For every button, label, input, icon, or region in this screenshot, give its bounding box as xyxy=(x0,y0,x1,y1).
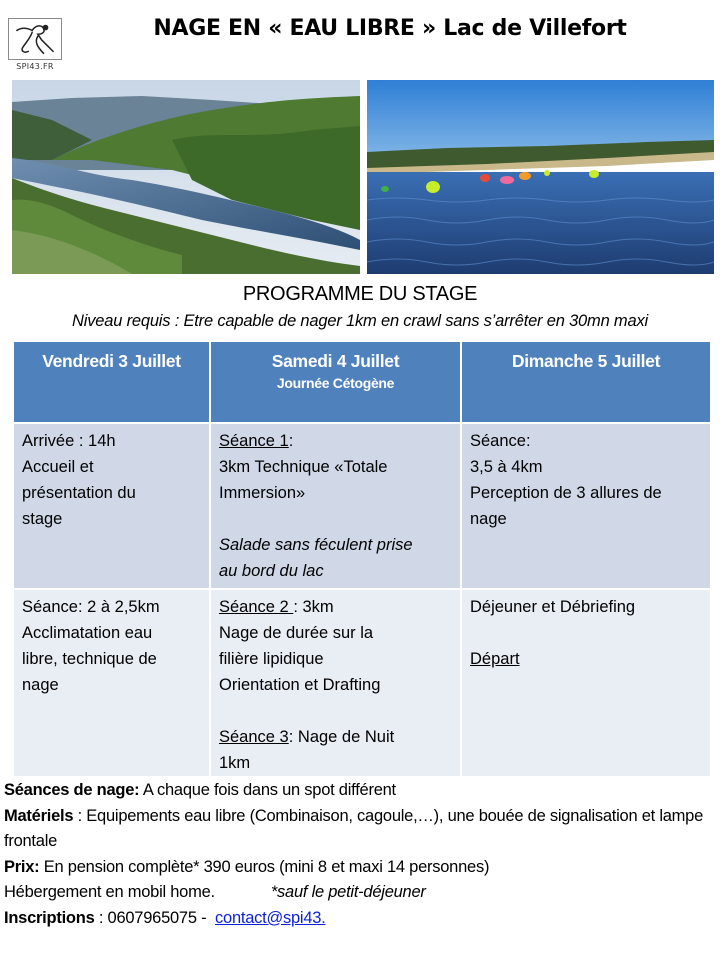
day-label: Vendredi 3 Juillet xyxy=(42,351,181,371)
info-label: Séances de nage: xyxy=(4,781,140,799)
cell-friday-2 xyxy=(13,589,210,777)
cell-line: nage xyxy=(470,510,507,528)
info-text: : 0607965075 - xyxy=(94,908,216,927)
logo-caption: SPI43.FR xyxy=(16,62,54,71)
cell-line: Arrivée : 14h xyxy=(22,432,116,450)
cell-line xyxy=(219,428,452,454)
cell-line: Séance: 2 à 2,5km xyxy=(22,598,160,616)
footnote: *sauf le petit-déjeuner xyxy=(270,883,426,901)
cell-sunday-1 xyxy=(461,423,711,589)
cell-line: stage xyxy=(22,510,63,528)
cell-line xyxy=(219,594,452,620)
cell-line: Nage de durée sur la xyxy=(219,624,374,642)
swimmer-logo-icon xyxy=(8,18,62,60)
info-hebergement xyxy=(4,880,716,906)
schedule-header-row xyxy=(13,341,711,423)
day-header-sunday xyxy=(461,341,711,423)
cell-line: libre, technique de xyxy=(22,650,157,668)
info-seances xyxy=(4,778,716,804)
day-label: Dimanche 5 Juillet xyxy=(511,351,661,371)
meal-note: au bord du lac xyxy=(219,562,324,580)
info-inscriptions xyxy=(4,906,716,932)
day-header-friday xyxy=(13,341,210,423)
seance-suffix: : Nage de Nuit xyxy=(288,728,395,746)
seance-label: Séance 1 xyxy=(219,432,289,450)
cell-line: Acclimatation eau xyxy=(22,624,153,642)
seance-suffix: : 3km xyxy=(293,598,334,616)
info-prix xyxy=(4,855,716,881)
seance-label: Séance 3 xyxy=(219,728,289,746)
cell-line: 3km Technique «Totale xyxy=(219,458,388,476)
info-text: A chaque fois dans un spot différent xyxy=(139,781,396,799)
cell-line: nage xyxy=(22,676,59,694)
level-required: Niveau requis : Etre capable de nager 1km en crawl sans s’arrêter en 30mn maxi xyxy=(72,312,648,330)
depart-label: Départ xyxy=(470,650,520,668)
cell-friday-1 xyxy=(13,423,210,589)
cell-line: Déjeuner et Débriefing xyxy=(470,598,636,616)
cell-line: Perception de 3 allures de xyxy=(470,484,662,502)
info-text: Hébergement en mobil home. xyxy=(4,883,215,901)
seance-suffix: : xyxy=(288,432,294,450)
day-header-saturday xyxy=(210,341,461,423)
cell-line: présentation du xyxy=(22,484,136,502)
info-label: Matériels xyxy=(4,806,74,825)
email-link[interactable]: contact@spi43. xyxy=(215,908,326,927)
meal-note: Salade sans féculent prise xyxy=(219,536,413,554)
cell-line: Immersion» xyxy=(219,484,306,502)
cell-line: Séance: xyxy=(470,432,531,450)
day-sublabel: Journée Cétogène xyxy=(276,375,395,391)
schedule-table xyxy=(12,340,712,778)
schedule-row xyxy=(13,589,711,777)
spacer xyxy=(219,698,452,724)
spacer xyxy=(219,506,452,532)
cell-saturday-2 xyxy=(210,589,461,777)
programme-title: PROGRAMME DU STAGE xyxy=(242,283,478,305)
spacer xyxy=(470,620,702,646)
cell-saturday-1 xyxy=(210,423,461,589)
info-label: Prix: xyxy=(4,857,40,876)
cell-line xyxy=(219,724,452,750)
seance-label: Séance 2 xyxy=(219,598,294,616)
cell-sunday-2 xyxy=(461,589,711,777)
swimmers-lake-photo xyxy=(367,80,714,274)
info-materiels xyxy=(4,804,716,855)
info-block xyxy=(4,778,716,931)
page-title: NAGE EN « EAU LIBRE » Lac de Villefort xyxy=(153,16,627,41)
info-text: : Equipements eau libre (Combinaison, cagoule,…), une bouée de signalisation et lampe frontale xyxy=(4,806,704,850)
cell-line: 1km xyxy=(219,754,251,772)
schedule-row xyxy=(13,423,711,589)
info-label: Inscriptions xyxy=(4,908,95,927)
cell-line: Orientation et Drafting xyxy=(219,676,381,694)
cell-line: filière lipidique xyxy=(219,650,324,668)
info-text: En pension complète* 390 euros (mini 8 et maxi 14 personnes) xyxy=(39,857,490,876)
lake-valley-photo xyxy=(12,80,360,274)
cell-line: Accueil et xyxy=(22,458,94,476)
day-label: Samedi 4 Juillet xyxy=(271,351,400,371)
cell-line: 3,5 à 4km xyxy=(470,458,543,476)
